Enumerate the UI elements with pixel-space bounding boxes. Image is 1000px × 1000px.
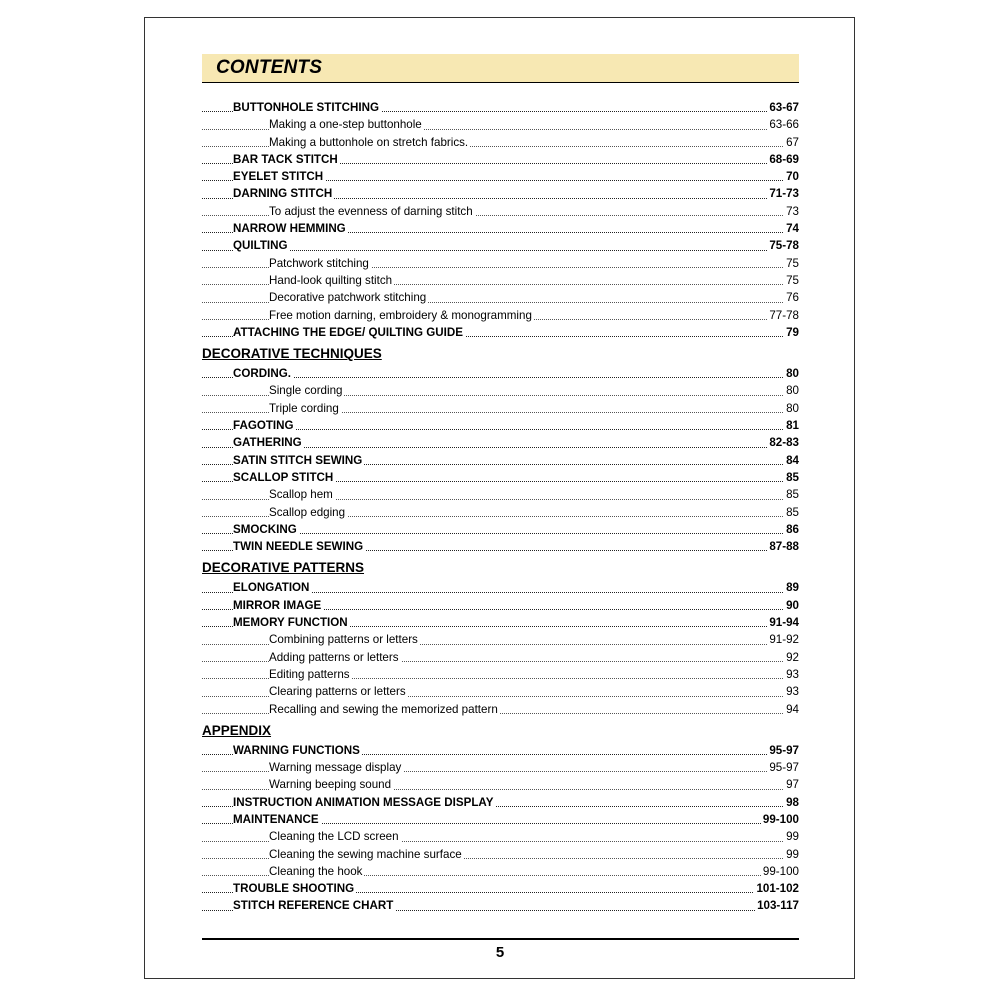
entry-page: 73 xyxy=(784,203,799,220)
entry-page: 103-117 xyxy=(755,897,799,914)
toc-subentry[interactable] xyxy=(202,863,799,880)
toc-subentry[interactable] xyxy=(202,134,799,151)
entry-title: Scallop hem xyxy=(269,486,335,503)
toc-subentry[interactable] xyxy=(202,504,799,521)
entry-page: 75 xyxy=(784,272,799,289)
entry-title: Combining patterns or letters xyxy=(269,631,420,648)
section-title: DECORATIVE TECHNIQUES xyxy=(202,346,382,362)
toc-entry[interactable] xyxy=(202,417,799,434)
toc-subentry[interactable] xyxy=(202,846,799,863)
toc-entry[interactable] xyxy=(202,742,799,759)
toc-entry[interactable] xyxy=(202,452,799,469)
entry-page: 99-100 xyxy=(761,863,799,880)
entry-title: Recalling and sewing the memorized pattern xyxy=(269,701,500,718)
entry-title: Cleaning the LCD screen xyxy=(269,828,401,845)
toc-section-heading xyxy=(202,341,799,365)
entry-title: MIRROR IMAGE xyxy=(233,597,323,614)
entry-page: 95-97 xyxy=(767,742,799,759)
entry-title: Free motion darning, embroidery & monogramming xyxy=(269,307,534,324)
toc-subentry[interactable] xyxy=(202,400,799,417)
toc-entry[interactable] xyxy=(202,99,799,116)
entry-page: 77-78 xyxy=(767,307,799,324)
entry-title: STITCH REFERENCE CHART xyxy=(233,897,395,914)
entry-title: Triple cording xyxy=(269,400,341,417)
entry-page: 87-88 xyxy=(767,538,799,555)
entry-page: 85 xyxy=(784,469,799,486)
entry-title: BUTTONHOLE STITCHING xyxy=(233,99,381,116)
entry-title: GATHERING xyxy=(233,434,304,451)
entry-page: 81 xyxy=(784,417,799,434)
entry-title: To adjust the evenness of darning stitch xyxy=(269,203,475,220)
entry-page: 75-78 xyxy=(767,237,799,254)
entry-page: 99 xyxy=(784,828,799,845)
entry-title: Decorative patchwork stitching xyxy=(269,289,428,306)
entry-title: ATTACHING THE EDGE/ QUILTING GUIDE xyxy=(233,324,465,341)
entry-title: Scallop edging xyxy=(269,504,347,521)
entry-page: 99 xyxy=(784,846,799,863)
entry-page: 75 xyxy=(784,255,799,272)
entry-page: 91-94 xyxy=(767,614,799,631)
entry-page: 84 xyxy=(784,452,799,469)
entry-title: INSTRUCTION ANIMATION MESSAGE DISPLAY xyxy=(233,794,495,811)
toc-entry[interactable] xyxy=(202,579,799,596)
toc-entry[interactable] xyxy=(202,597,799,614)
entry-page: 67 xyxy=(784,134,799,151)
toc-subentry[interactable] xyxy=(202,382,799,399)
toc-entry[interactable] xyxy=(202,811,799,828)
entry-page: 94 xyxy=(784,701,799,718)
entry-page: 80 xyxy=(784,400,799,417)
entry-title: Cleaning the sewing machine surface xyxy=(269,846,464,863)
toc-subentry[interactable] xyxy=(202,701,799,718)
entry-page: 82-83 xyxy=(767,434,799,451)
toc-entry[interactable] xyxy=(202,897,799,914)
entry-title: ELONGATION xyxy=(233,579,311,596)
entry-page: 70 xyxy=(784,168,799,185)
entry-title: SATIN STITCH SEWING xyxy=(233,452,364,469)
dot-leader xyxy=(202,250,799,251)
toc-subentry[interactable] xyxy=(202,828,799,845)
entry-title: Warning message display xyxy=(269,759,403,776)
toc-subentry[interactable] xyxy=(202,289,799,306)
entry-title: BAR TACK STITCH xyxy=(233,151,340,168)
entry-title: Warning beeping sound xyxy=(269,776,393,793)
entry-title: Cleaning the hook xyxy=(269,863,364,880)
toc-entry[interactable] xyxy=(202,521,799,538)
entry-page: 85 xyxy=(784,486,799,503)
toc-entry[interactable] xyxy=(202,434,799,451)
entry-page: 63-67 xyxy=(767,99,799,116)
toc-entry[interactable] xyxy=(202,151,799,168)
entry-page: 85 xyxy=(784,504,799,521)
toc-subentry[interactable] xyxy=(202,255,799,272)
toc-subentry[interactable] xyxy=(202,759,799,776)
toc-entry[interactable] xyxy=(202,237,799,254)
entry-page: 93 xyxy=(784,683,799,700)
toc-entry[interactable] xyxy=(202,365,799,382)
entry-title: WARNING FUNCTIONS xyxy=(233,742,362,759)
entry-title: TROUBLE SHOOTING xyxy=(233,880,356,897)
entry-title: TWIN NEEDLE SEWING xyxy=(233,538,365,555)
contents-banner xyxy=(202,54,799,83)
toc-entry[interactable] xyxy=(202,469,799,486)
toc-section-heading xyxy=(202,718,799,742)
entry-title: QUILTING xyxy=(233,237,290,254)
entry-title: Single cording xyxy=(269,382,344,399)
section-title: DECORATIVE PATTERNS xyxy=(202,560,365,576)
entry-title: Editing patterns xyxy=(269,666,352,683)
entry-title: Making a one-step buttonhole xyxy=(269,116,424,133)
entry-title: Clearing patterns or letters xyxy=(269,683,408,700)
page-title: CONTENTS xyxy=(216,57,323,78)
entry-title: Hand-look quilting stitch xyxy=(269,272,394,289)
entry-page: 71-73 xyxy=(767,185,799,202)
entry-page: 68-69 xyxy=(767,151,799,168)
entry-title: EYELET STITCH xyxy=(233,168,325,185)
entry-page: 89 xyxy=(784,579,799,596)
toc-entry[interactable] xyxy=(202,794,799,811)
toc-entry[interactable] xyxy=(202,324,799,341)
entry-page: 95-97 xyxy=(767,759,799,776)
table-of-contents xyxy=(202,99,799,915)
toc-subentry[interactable] xyxy=(202,486,799,503)
toc-entry[interactable] xyxy=(202,185,799,202)
entry-page: 97 xyxy=(784,776,799,793)
entry-page: 101-102 xyxy=(754,880,799,897)
entry-title: NARROW HEMMING xyxy=(233,220,348,237)
entry-page: 80 xyxy=(784,382,799,399)
entry-title: DARNING STITCH xyxy=(233,185,334,202)
entry-page: 99-100 xyxy=(761,811,799,828)
entry-page: 98 xyxy=(784,794,799,811)
toc-subentry[interactable] xyxy=(202,649,799,666)
entry-page: 93 xyxy=(784,666,799,683)
page-number: 5 xyxy=(495,944,505,961)
entry-title: CORDING. xyxy=(233,365,293,382)
toc-subentry[interactable] xyxy=(202,272,799,289)
entry-title: Adding patterns or letters xyxy=(269,649,401,666)
entry-page: 80 xyxy=(784,365,799,382)
toc-subentry[interactable] xyxy=(202,116,799,133)
entry-title: Making a buttonhole on stretch fabrics. xyxy=(269,134,470,151)
entry-page: 76 xyxy=(784,289,799,306)
toc-subentry[interactable] xyxy=(202,776,799,793)
entry-title: Patchwork stitching xyxy=(269,255,371,272)
entry-page: 86 xyxy=(784,521,799,538)
section-title: APPENDIX xyxy=(202,722,272,738)
entry-title: FAGOTING xyxy=(233,417,296,434)
toc-entry[interactable] xyxy=(202,538,799,555)
entry-title: MAINTENANCE xyxy=(233,811,321,828)
toc-subentry[interactable] xyxy=(202,307,799,324)
toc-subentry[interactable] xyxy=(202,631,799,648)
entry-title: MEMORY FUNCTION xyxy=(233,614,350,631)
footer-rule xyxy=(202,938,799,940)
toc-subentry[interactable] xyxy=(202,683,799,700)
entry-page: 63-66 xyxy=(767,116,799,133)
entry-page: 91-92 xyxy=(767,631,799,648)
entry-page: 90 xyxy=(784,597,799,614)
entry-page: 92 xyxy=(784,649,799,666)
toc-section-heading xyxy=(202,555,799,579)
entry-page: 79 xyxy=(784,324,799,341)
entry-title: SMOCKING xyxy=(233,521,299,538)
toc-subentry[interactable] xyxy=(202,666,799,683)
entry-title: SCALLOP STITCH xyxy=(233,469,335,486)
toc-entry[interactable] xyxy=(202,614,799,631)
entry-page: 74 xyxy=(784,220,799,237)
toc-entry[interactable] xyxy=(202,168,799,185)
toc-entry[interactable] xyxy=(202,880,799,897)
toc-subentry[interactable] xyxy=(202,203,799,220)
toc-entry[interactable] xyxy=(202,220,799,237)
